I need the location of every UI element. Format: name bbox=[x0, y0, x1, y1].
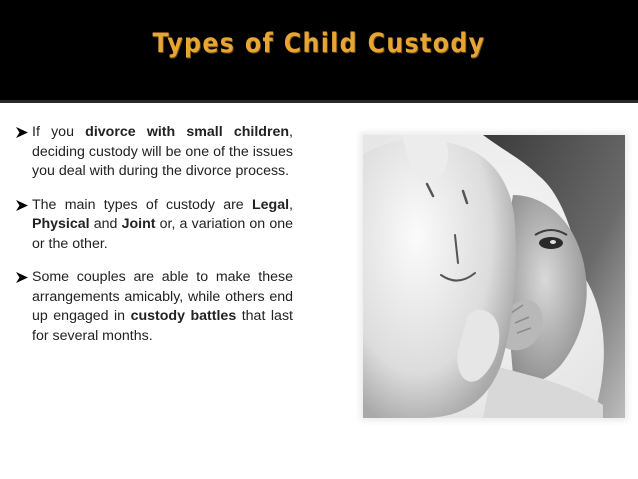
bullet-text-segment: , bbox=[289, 196, 293, 213]
bullet-text-segment: or, a variation on one or the other. bbox=[32, 216, 294, 252]
bullet-item bbox=[18, 268, 293, 346]
bullet-text-bold: Physical bbox=[32, 216, 90, 232]
bullet-text-bold: Legal bbox=[251, 196, 290, 213]
bullet-text-segment: that last for several months. bbox=[32, 308, 293, 344]
bullet-list bbox=[18, 123, 293, 360]
bullet-text-segment: , deciding custody will be one of the issues you deal with during the divorce process. bbox=[32, 124, 293, 179]
bullet-text-segment: If you bbox=[32, 124, 86, 140]
bullet-text-segment: Some couples are able to make these arrangements amicably, while others end up engaged in bbox=[32, 269, 293, 324]
bullet-item bbox=[18, 196, 293, 255]
bullet-text-bold: custody battles bbox=[130, 308, 237, 324]
bullet-text-segment: The main types of custody are bbox=[32, 196, 252, 213]
arrow-bullet-icon bbox=[15, 198, 30, 213]
title-divider bbox=[0, 100, 638, 103]
arrow-bullet-icon bbox=[15, 270, 30, 285]
photo-illustration bbox=[363, 135, 625, 418]
bullet-text-segment: and bbox=[89, 216, 122, 232]
bullet-item bbox=[18, 123, 293, 182]
bullet-text-bold: divorce with small children bbox=[85, 124, 290, 140]
child-with-teddy-photo bbox=[363, 135, 625, 418]
bullet-text-bold: Joint bbox=[121, 216, 156, 232]
slide-title: Types of Child Custody bbox=[152, 28, 486, 59]
arrow-bullet-icon bbox=[15, 125, 30, 140]
